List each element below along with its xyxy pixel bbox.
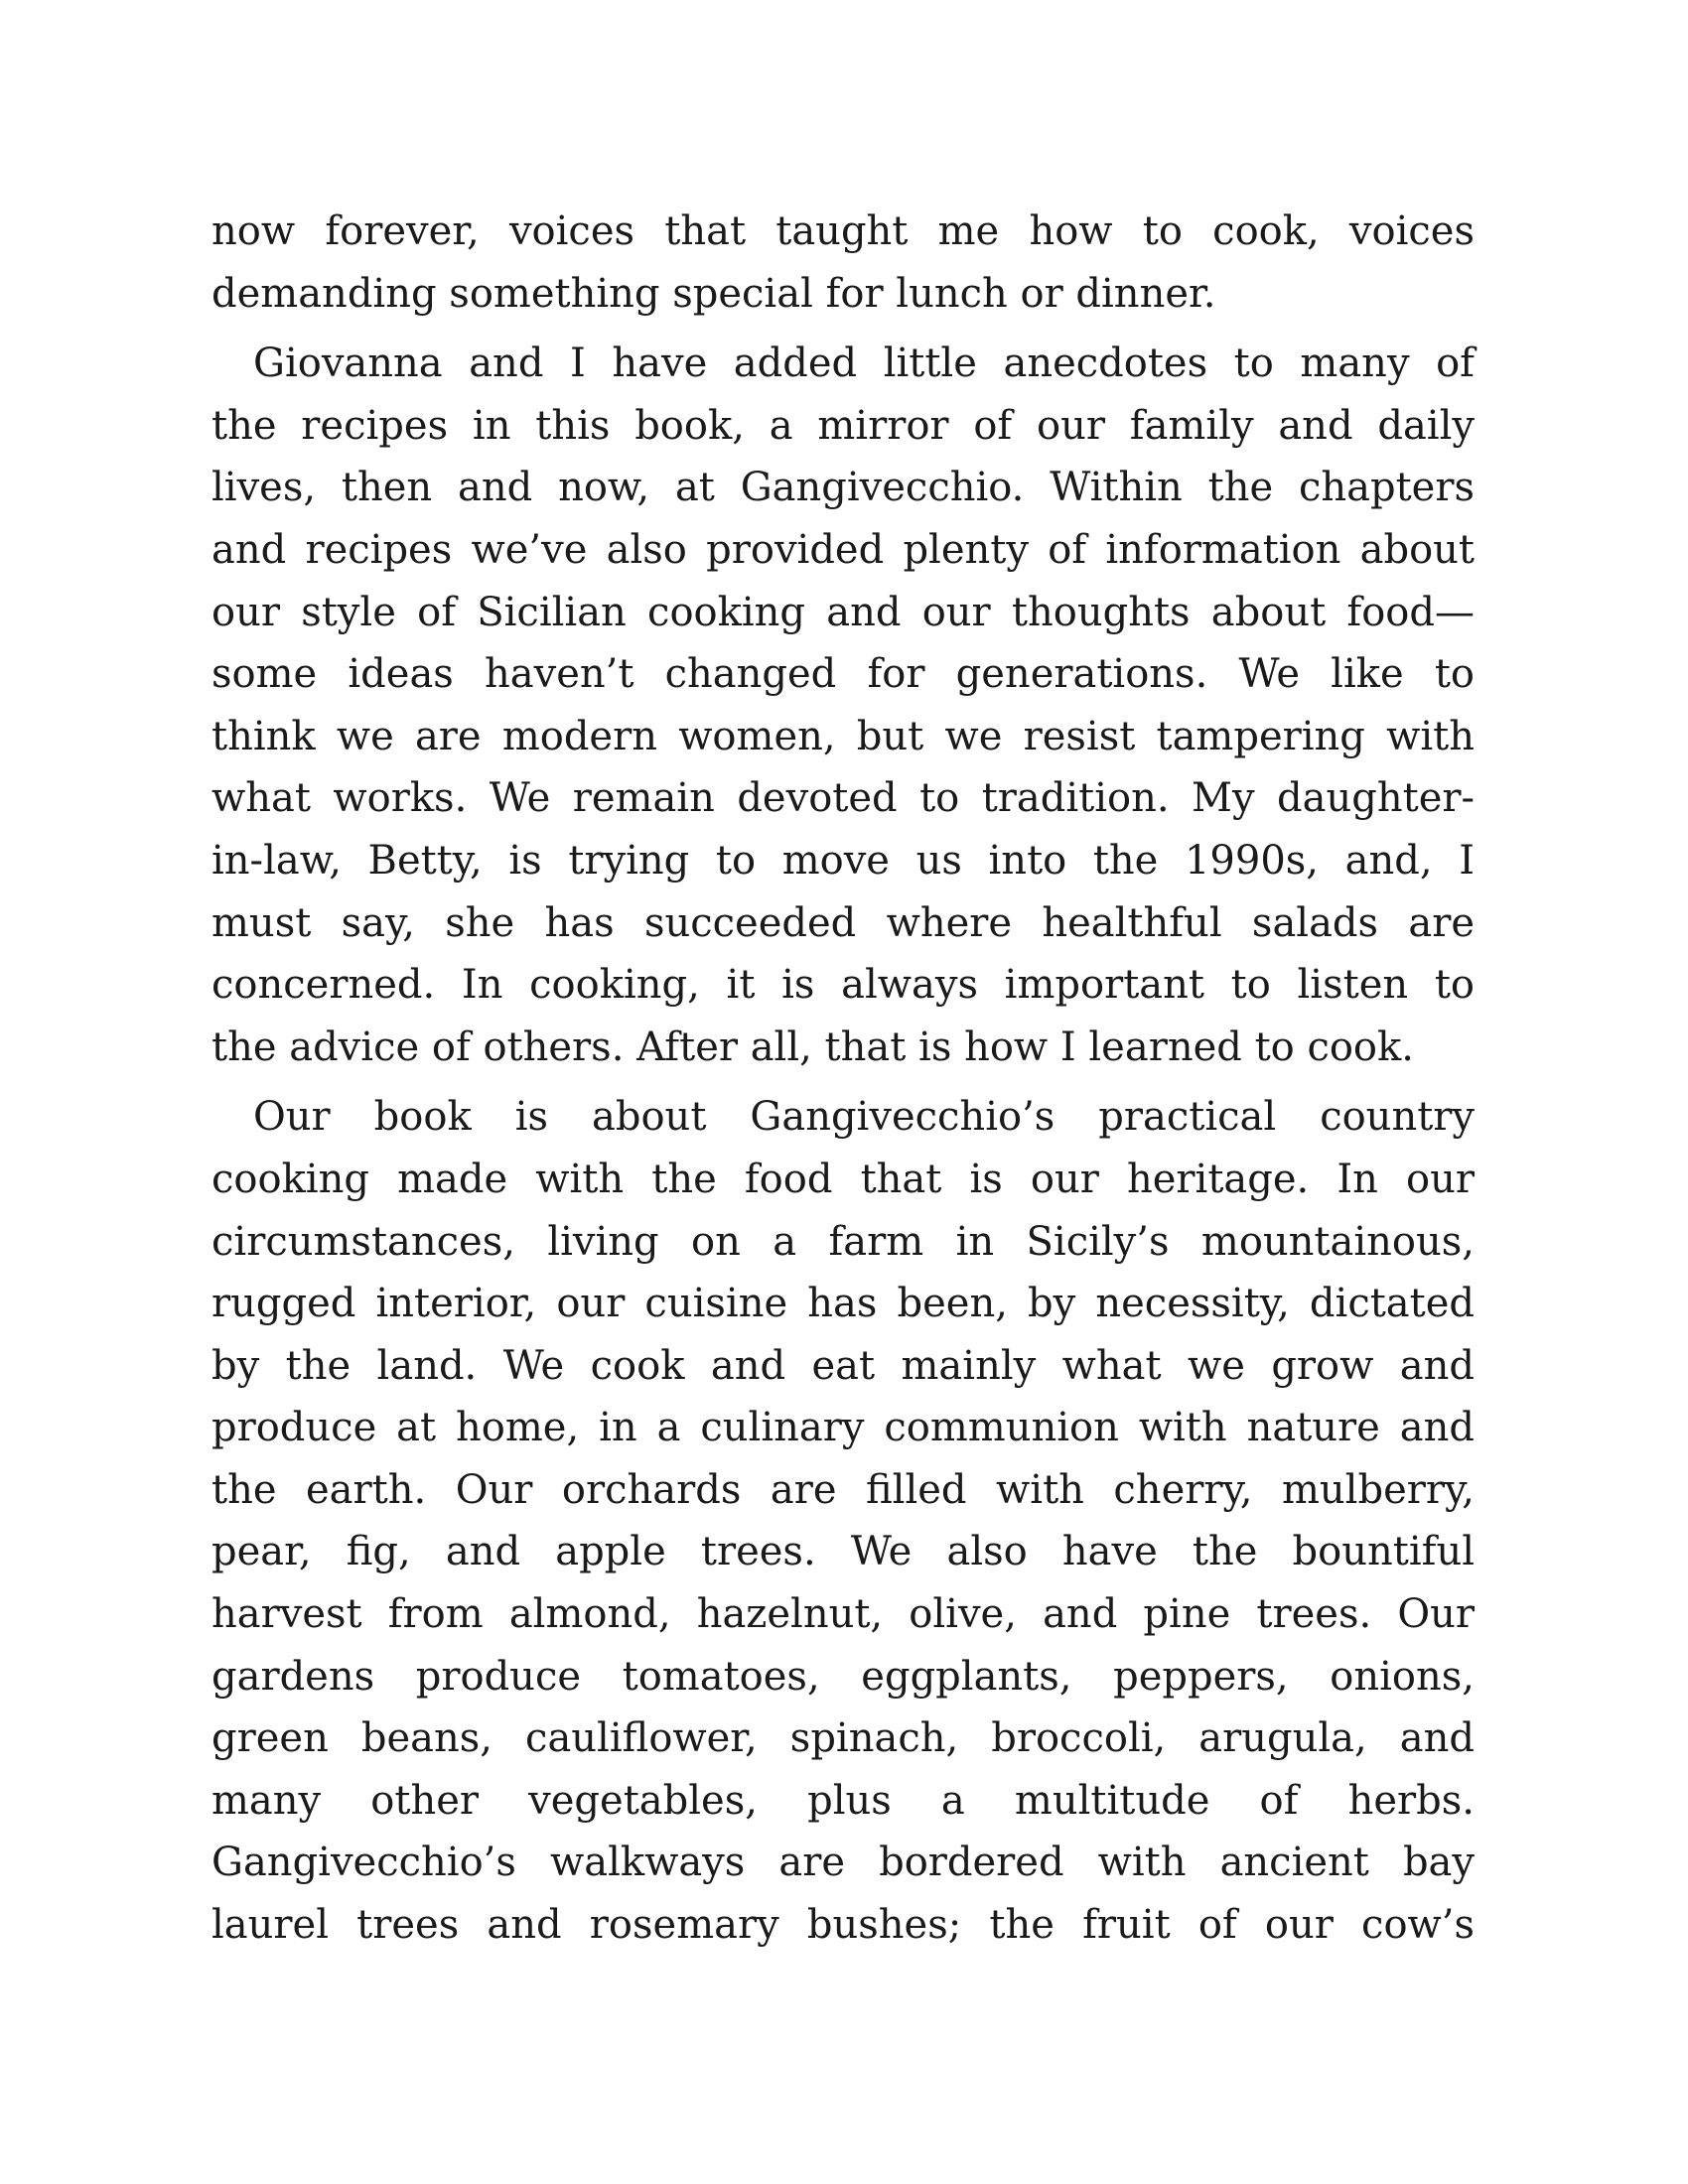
paragraph-2 bbox=[211, 333, 1475, 1078]
text-line: harvest from almond, hazelnut, olive, and pine trees. Our bbox=[211, 1591, 1475, 1638]
text-line: the earth. Our orchards are filled with cherry, mulberry, bbox=[211, 1466, 1475, 1513]
text-line: circumstances, living on a farm in Sicily’s mountainous, bbox=[211, 1218, 1475, 1265]
text-line: now forever, voices that taught me how to cook, voices bbox=[211, 208, 1475, 254]
text-line: cooking made with the food that is our heritage. In our bbox=[211, 1156, 1475, 1202]
book-page-text bbox=[211, 201, 1475, 1965]
text-line: lives, then and now, at Gangivecchio. Within the chapters bbox=[211, 465, 1475, 511]
text-line: our style of Sicilian cooking and our thoughts about food— bbox=[211, 589, 1475, 635]
text-line: demanding something special for lunch or dinner. bbox=[211, 270, 1216, 317]
text-line: produce at home, in a culinary communion with nature and bbox=[211, 1405, 1475, 1451]
text-line: the recipes in this book, a mirror of our family and daily bbox=[211, 402, 1475, 449]
text-line: what works. We remain devoted to tradition. My daughter- bbox=[211, 775, 1475, 822]
text-line: the advice of others. After all, that is how I learned to cook. bbox=[211, 1024, 1414, 1070]
text-line: rugged interior, our cuisine has been, by necessity, dictated bbox=[211, 1281, 1475, 1327]
text-line: some ideas haven’t changed for generations. We like to bbox=[211, 651, 1475, 698]
text-line: must say, she has succeeded where healthful salads are bbox=[211, 899, 1475, 946]
text-line: Gangivecchio’s walkways are bordered with ancient bay bbox=[211, 1840, 1475, 1886]
text-line: concerned. In cooking, it is always important to listen to bbox=[211, 962, 1475, 1009]
text-line: in-law, Betty, is trying to move us into the 1990s, and, I bbox=[211, 837, 1475, 884]
text-line: laurel trees and rosemary bushes; the fruit of our cow’s bbox=[211, 1902, 1475, 1949]
text-line: by the land. We cook and eat mainly what we grow and bbox=[211, 1342, 1475, 1389]
text-line: many other vegetables, plus a multitude of herbs. bbox=[211, 1777, 1475, 1824]
text-line: and recipes we’ve also provided plenty of information about bbox=[211, 526, 1475, 573]
text-line: gardens produce tomatoes, eggplants, peppers, onions, bbox=[211, 1653, 1475, 1700]
paragraph-3 bbox=[211, 1086, 1475, 1956]
text-line: pear, fig, and apple trees. We also have the bountiful bbox=[211, 1529, 1475, 1575]
text-line: think we are modern women, but we resist tampering with bbox=[211, 713, 1475, 759]
text-line: Our book is about Gangivecchio’s practical country bbox=[253, 1094, 1475, 1141]
paragraph-1 bbox=[211, 201, 1475, 325]
text-line: Giovanna and I have added little anecdotes to many of bbox=[253, 341, 1475, 387]
text-line: green beans, cauliflower, spinach, broccoli, arugula, and bbox=[211, 1715, 1475, 1762]
